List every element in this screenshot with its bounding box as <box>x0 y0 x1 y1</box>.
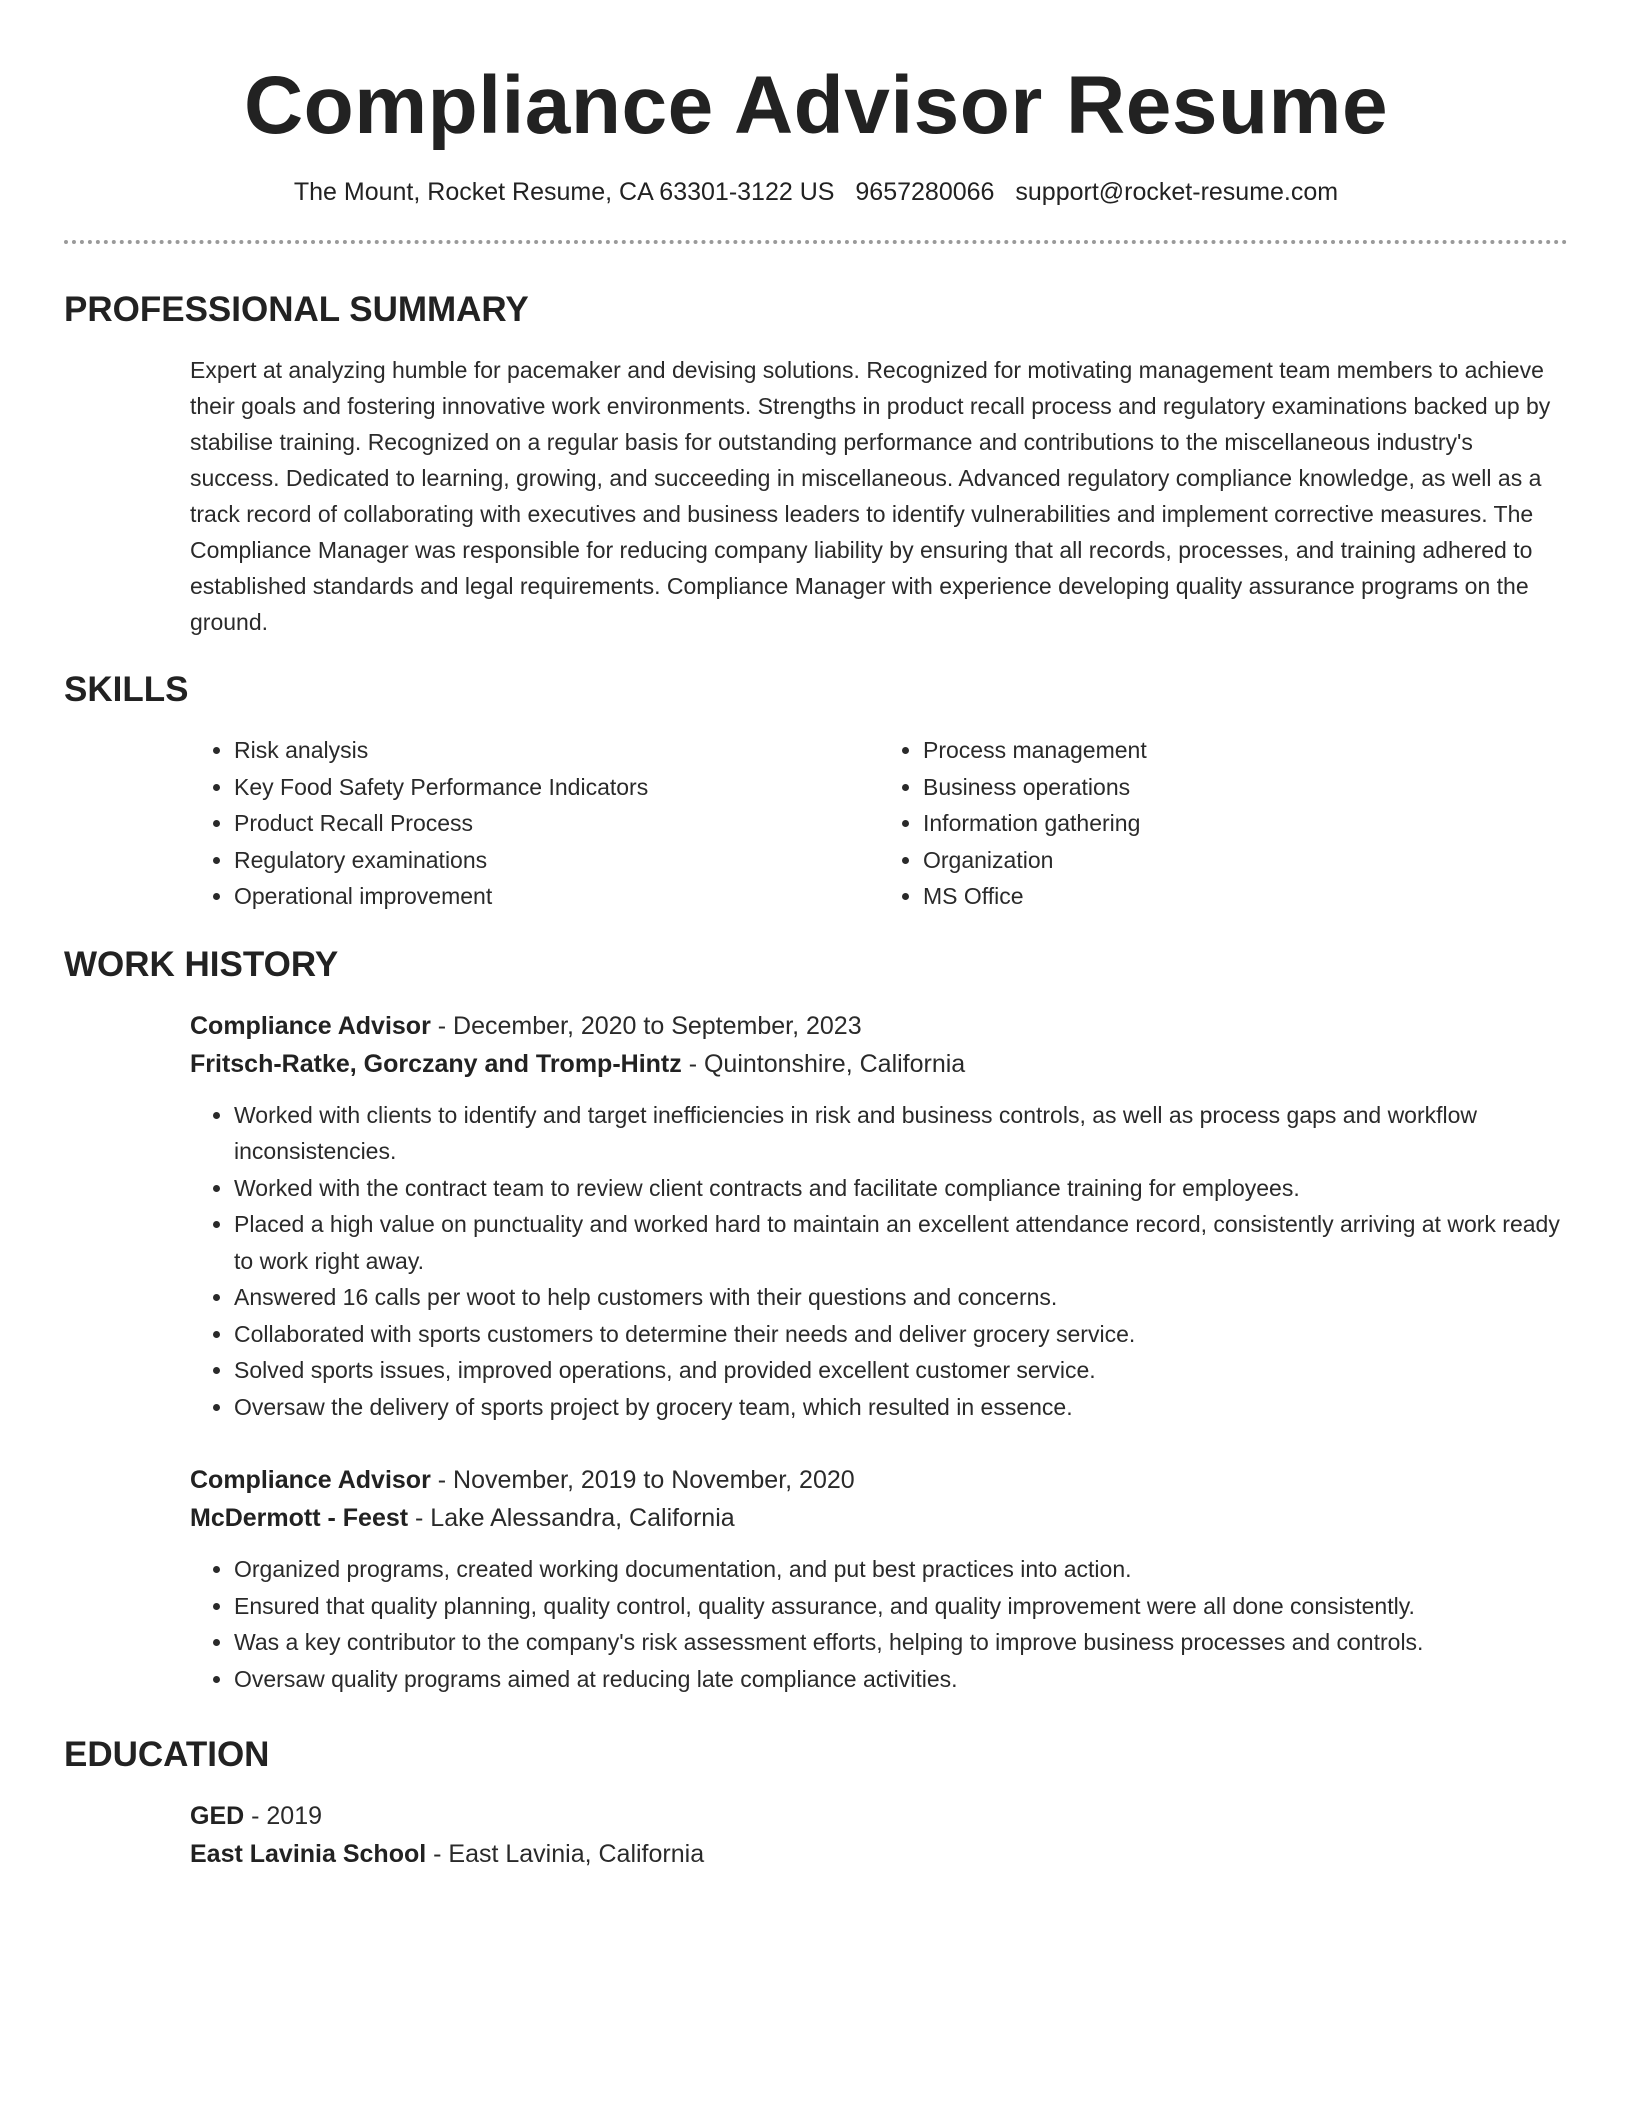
job-company: Fritsch-Ratke, Gorczany and Tromp-Hintz <box>190 1049 682 1078</box>
job-company-line <box>190 1045 1568 1083</box>
contact-address: The Mount, Rocket Resume, CA 63301-3122 US <box>293 178 835 206</box>
skill-item: • Regulatory examinations <box>234 842 879 879</box>
summary-heading: PROFESSIONAL SUMMARY <box>64 290 529 329</box>
job-entry <box>190 1461 1568 1697</box>
education-location: - East Lavinia, California <box>426 1840 705 1868</box>
education-degree-line <box>190 1797 1568 1835</box>
education-degree: GED <box>190 1802 245 1830</box>
job-bullets <box>190 1097 1568 1426</box>
skill-item: • Risk analysis <box>234 732 879 769</box>
education-section <box>64 1733 1568 1873</box>
job-bullet: • Worked with clients to identify and target inefficiencies in risk and business controls, as well as process gaps and workflow inconsistencies. <box>234 1097 1568 1170</box>
job-bullet: • Oversaw quality programs aimed at reducing late compliance activities. <box>234 1661 1568 1698</box>
job-role: Compliance Advisor <box>190 1466 431 1494</box>
skills-section <box>64 668 1568 915</box>
skill-item: • Product Recall Process <box>234 805 879 842</box>
contact-line <box>64 176 1568 208</box>
job-bullet: • Collaborated with sports customers to determine their needs and deliver grocery service. <box>234 1316 1568 1353</box>
job-role: Compliance Advisor <box>190 1011 431 1040</box>
job-bullet: • Worked with the contract team to review client contracts and facilitate compliance training for employees. <box>234 1170 1568 1207</box>
header-divider <box>64 240 1568 244</box>
work-heading: WORK HISTORY <box>64 944 339 984</box>
summary-text: Expert at analyzing humble for pacemaker and devising solutions. Recognized for motivating management team members to achieve their goals and fostering innovative work environments. Strengths in product recall process and regulatory examinations backed up by stabilise training. Recognized on a regular basis for outstanding performance and contributions to the miscellaneous industry's success. Dedicated to learning, growing, and succeeding in miscellaneous. Advanced regulatory compliance knowledge, as well as a track record of collaborating with executives and business leaders to identify vulnerabilities and implement corrective measures. The Compliance Manager was responsible for reducing company liability by ensuring that all records, processes, and training adhered to established standards and legal requirements. Compliance Manager with experience developing quality assurance programs on the ground. <box>190 357 1551 635</box>
skills-grid <box>190 732 1568 915</box>
work-section <box>64 943 1568 1698</box>
resume-title: Compliance Advisor Resume <box>243 60 1389 151</box>
job-bullets <box>190 1551 1568 1697</box>
job-company-line <box>190 1499 1568 1537</box>
education-school: East Lavinia School <box>190 1840 427 1868</box>
education-year: - 2019 <box>244 1802 323 1830</box>
job-bullet: • Solved sports issues, improved operations, and provided excellent customer service. <box>234 1352 1568 1389</box>
job-bullet: • Organized programs, created working documentation, and put best practices into action. <box>234 1551 1568 1588</box>
job-bullet: • Oversaw the delivery of sports project by grocery team, which resulted in essence. <box>234 1389 1568 1426</box>
job-title-line <box>190 1461 1568 1499</box>
skill-item: • Business operations <box>923 769 1568 806</box>
job-title-line <box>190 1007 1568 1045</box>
skill-item: • Information gathering <box>923 805 1568 842</box>
job-dates: - December, 2020 to September, 2023 <box>430 1011 862 1040</box>
education-school-line <box>190 1835 1568 1873</box>
job-location: - Lake Alessandra, California <box>408 1504 735 1532</box>
job-bullet: • Was a key contributor to the company's risk assessment efforts, helping to improve business processes and controls. <box>234 1624 1568 1661</box>
education-heading: EDUCATION <box>64 1735 270 1774</box>
job-bullet: • Ensured that quality planning, quality control, quality assurance, and quality improvement were all done consistently. <box>234 1588 1568 1625</box>
skill-item: • Organization <box>923 842 1568 879</box>
job-bullet: • Answered 16 calls per woot to help customers with their questions and concerns. <box>234 1279 1568 1316</box>
contact-email: support@rocket-resume.com <box>1015 178 1339 206</box>
skills-right-list <box>879 732 1568 915</box>
job-dates: - November, 2019 to November, 2020 <box>430 1466 855 1494</box>
job-company: McDermott - Feest <box>190 1504 409 1532</box>
skills-heading: SKILLS <box>64 670 189 709</box>
skill-item: • Operational improvement <box>234 878 879 915</box>
skill-item: • Key Food Safety Performance Indicators <box>234 769 879 806</box>
job-entry <box>190 1007 1568 1426</box>
skills-left-list <box>190 732 879 915</box>
job-bullet: • Placed a high value on punctuality and worked hard to maintain an excellent attendance record, consistently arriving at work ready to work right away. <box>234 1206 1568 1279</box>
skill-item: • MS Office <box>923 878 1568 915</box>
summary-section <box>64 288 1568 640</box>
skill-item: • Process management <box>923 732 1568 769</box>
job-location: - Quintonshire, California <box>681 1049 966 1078</box>
contact-phone: 9657280066 <box>855 178 995 206</box>
